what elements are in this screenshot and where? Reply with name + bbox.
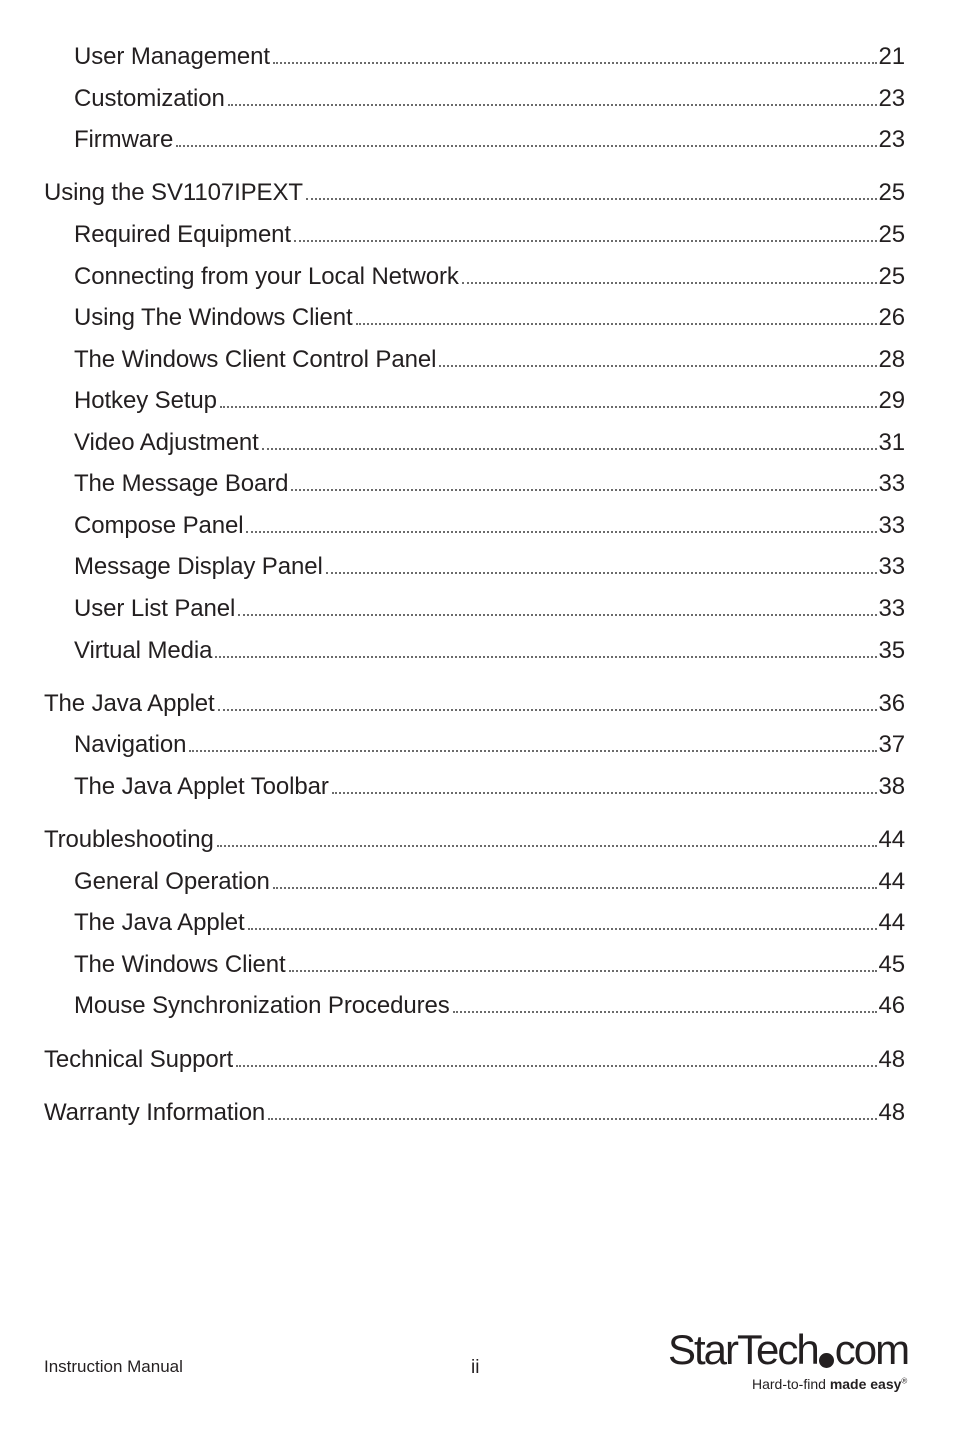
toc-entry[interactable] (0, 903, 954, 937)
toc-entry-page: 44 (878, 826, 905, 853)
toc-entry-page: 33 (878, 470, 905, 497)
toc-entry-label: General Operation (74, 868, 270, 895)
toc-entry[interactable] (0, 423, 954, 457)
toc-entry-label: Firmware (74, 126, 174, 153)
toc-entry-label: The Java Applet (44, 690, 215, 717)
toc-entry-label: User List Panel (74, 595, 236, 622)
toc-entry[interactable] (0, 1093, 954, 1127)
toc-entry[interactable] (0, 120, 954, 154)
dot-leader (439, 365, 876, 367)
logo-tagline-light: Hard-to-find (752, 1376, 826, 1392)
dot-leader (228, 104, 877, 106)
toc-entry-page: 23 (878, 126, 905, 153)
toc-entry-label: Mouse Synchronization Procedures (74, 992, 450, 1019)
dot-leader (268, 1118, 876, 1120)
toc-entry[interactable] (0, 986, 954, 1020)
dot-leader (248, 928, 877, 930)
dot-leader (238, 614, 876, 616)
toc-entry[interactable] (0, 37, 954, 71)
toc-entry-label: Technical Support (44, 1046, 234, 1073)
toc-entry[interactable] (0, 547, 954, 581)
dot-leader (453, 1011, 877, 1013)
dot-leader (236, 1065, 876, 1067)
toc-entry[interactable] (0, 340, 954, 374)
toc-entry-label: The Java Applet Toolbar (74, 773, 329, 800)
toc-entry-page: 35 (878, 637, 905, 664)
toc-entry-page: 25 (878, 263, 905, 290)
dot-leader (291, 489, 876, 491)
toc-entry[interactable] (0, 298, 954, 332)
logo-wordmark-left: StarTech (668, 1326, 818, 1373)
dot-leader (326, 572, 877, 574)
logo-tagline (752, 1376, 907, 1392)
toc-entry-label: The Windows Client Control Panel (74, 346, 437, 373)
toc-entry[interactable] (0, 464, 954, 498)
toc-entry-page: 33 (878, 595, 905, 622)
toc-entry-page: 36 (878, 690, 905, 717)
toc-entry[interactable] (0, 767, 954, 801)
dot-leader (215, 656, 876, 658)
toc-entry[interactable] (0, 79, 954, 113)
logo-wordmark-right: com (834, 1326, 909, 1373)
footer-document-title: Instruction Manual (44, 1357, 183, 1376)
toc-entry-page: 23 (878, 85, 905, 112)
logo-wordmark (668, 1326, 908, 1374)
toc-entry-page: 29 (878, 387, 905, 414)
toc-entry-label: Compose Panel (74, 512, 244, 539)
toc-entry-label: The Windows Client (74, 951, 286, 978)
toc-entry-page: 48 (878, 1099, 905, 1126)
dot-leader (176, 145, 876, 147)
toc-entry-page: 37 (878, 731, 905, 758)
dot-leader (189, 750, 876, 752)
logo-tagline-bold: made easy (829, 1376, 902, 1392)
logo-dot-icon (819, 1353, 834, 1368)
toc-entry[interactable] (0, 1040, 954, 1074)
toc-entry-page: 31 (878, 429, 905, 456)
toc-entry-label: Required Equipment (74, 221, 292, 248)
dot-leader (220, 406, 877, 408)
toc-entry-label: Using the SV1107IPEXT (44, 179, 303, 206)
dot-leader (262, 448, 877, 450)
dot-leader (462, 282, 877, 284)
toc-entry[interactable] (0, 725, 954, 759)
toc-entry-label: Customization (74, 85, 225, 112)
toc-entry-label: User Management (74, 43, 270, 70)
dot-leader (306, 198, 877, 200)
dot-leader (273, 62, 877, 64)
toc-entry-page: 21 (878, 43, 905, 70)
toc-entry-page: 25 (878, 179, 905, 206)
dot-leader (294, 240, 876, 242)
startech-logo (668, 1326, 920, 1398)
toc-entry[interactable] (0, 506, 954, 540)
toc-entry[interactable] (0, 684, 954, 718)
toc-entry-page: 28 (878, 346, 905, 373)
toc-entry-page: 25 (878, 221, 905, 248)
toc-entry[interactable] (0, 589, 954, 623)
toc-entry-label: Message Display Panel (74, 553, 323, 580)
toc-entry-label: The Java Applet (74, 909, 245, 936)
dot-leader (217, 845, 877, 847)
registered-mark: ® (901, 1376, 908, 1386)
toc-entry-page: 46 (878, 992, 905, 1019)
toc-entry-label: The Message Board (74, 470, 289, 497)
toc-entry-page: 38 (878, 773, 905, 800)
toc-entry-page: 44 (878, 909, 905, 936)
toc-entry[interactable] (0, 820, 954, 854)
toc-entry-page: 44 (878, 868, 905, 895)
toc-entry-label: Connecting from your Local Network (74, 263, 459, 290)
toc-entry-page: 48 (878, 1046, 905, 1073)
toc-entry[interactable] (0, 862, 954, 896)
toc-entry-page: 33 (878, 553, 905, 580)
toc-entry-page: 45 (878, 951, 905, 978)
toc-entry-label: Hotkey Setup (74, 387, 217, 414)
dot-leader (289, 970, 877, 972)
toc-entry[interactable] (0, 631, 954, 665)
toc-entry[interactable] (0, 945, 954, 979)
toc-entry-label: Virtual Media (74, 637, 213, 664)
toc-entry-page: 33 (878, 512, 905, 539)
toc-entry-page: 26 (878, 304, 905, 331)
dot-leader (332, 792, 877, 794)
toc-entry[interactable] (0, 173, 954, 207)
footer-page-number: ii (471, 1357, 480, 1378)
toc-entry-label: Navigation (74, 731, 187, 758)
toc-entry[interactable] (0, 381, 954, 415)
toc-entry-label: Video Adjustment (74, 429, 259, 456)
dot-leader (273, 887, 877, 889)
dot-leader (218, 709, 877, 711)
dot-leader (356, 323, 877, 325)
toc-entry-label: Using The Windows Client (74, 304, 353, 331)
toc-entry-label: Warranty Information (44, 1099, 266, 1126)
dot-leader (246, 531, 876, 533)
toc-entry[interactable] (0, 257, 954, 291)
toc-entry-label: Troubleshooting (44, 826, 214, 853)
toc-entry[interactable] (0, 215, 954, 249)
